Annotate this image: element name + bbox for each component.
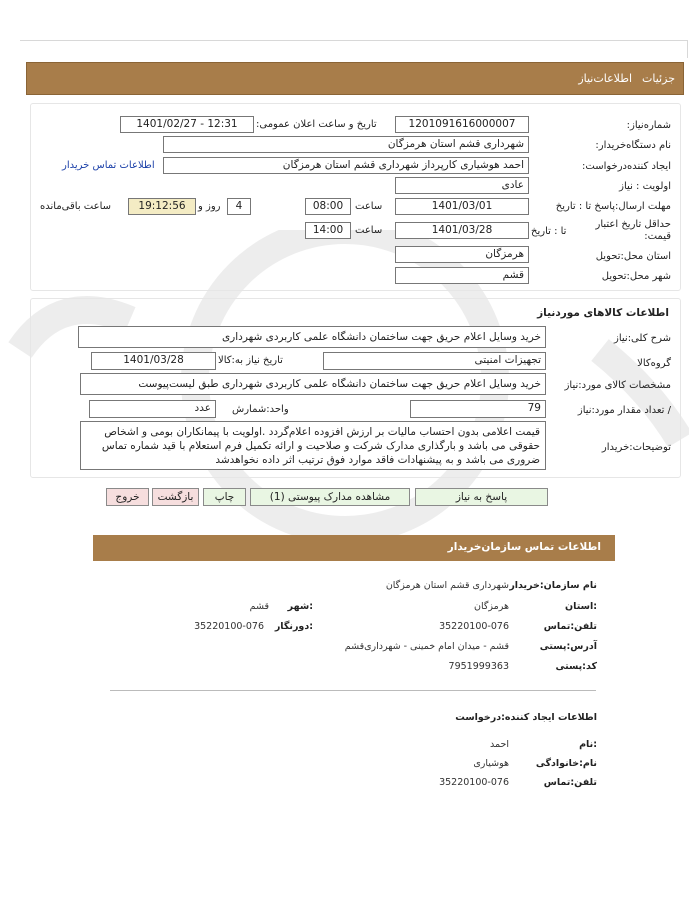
contact-province-value: هرمزگان [474,601,509,612]
group-field: تجهیزات امنیتی [323,352,546,370]
address-label: آدرس:پستی [539,641,597,652]
reply-button[interactable]: پاسخ به نیاز [415,488,548,506]
qty-label: / تعداد مقدار مورد:نیاز [577,405,671,416]
validity-time-field: 14:00 [305,222,351,239]
postal-label: کد:پستی [555,661,597,672]
attachments-button[interactable]: مشاهده مدارک پیوستی (1) [250,488,410,506]
province-field: هرمزگان [395,246,529,263]
address-value: قشم - میدان امام خمینی - شهرداری‌قشم [344,641,509,652]
top-divider-edge [687,40,688,58]
deadline-label: مهلت ارسال:پاسخ تا : تاریخ [555,201,671,212]
validity-to-label: تا : تاریخ [531,226,567,237]
header-title: جزئیات [642,72,675,85]
province-label: استان محل:تحویل [595,251,671,262]
notes-label: توضیحات:خریدار [601,442,671,453]
creator-phone-value: 35220100-076 [439,777,509,788]
contact-info-link[interactable]: اطلاعات تماس خریدار [62,160,155,171]
page-header [26,62,684,95]
days-field: 4 [227,198,251,215]
remaining-label: ساعت باقی‌مانده [40,201,112,212]
contact-city-label: :شهر [287,601,313,612]
notes-field: قیمت اعلامی بدون احتساب مالیات بر ارزش افزوده اعلام‌گردد .اولویت با پیمانکاران بومی و اشخاص حقوقی می باشد و بارگذاری مدارک شرکت و صلاحیت و ارائه تکمیل فرم استعلام با قید شماره تماس ضروری می باشد و به پیشنهادات فاقد موارد فوق ترتیب اثر داده نخواهدشد [80,421,546,470]
need-number-label: شماره‌نیاز: [626,120,671,131]
creator-label: ایجاد کننده‌درخواست: [582,161,671,172]
validity-time-label: ساعت [355,225,383,236]
unit-field: عدد [89,400,216,418]
fax-label: :دورنگار [274,621,313,632]
contact-province-label: :استان [565,601,597,612]
print-button[interactable]: چاپ [203,488,246,506]
top-divider [20,40,688,41]
goods-title: اطلاعات کالاهای موردنیاز [537,307,669,319]
desc-field: خرید وسایل اعلام حریق جهت ساختمان دانشگاه علمی کاربردی شهرداری [78,326,546,348]
exit-button[interactable]: خروج [106,488,149,506]
contact-city-value: قشم [249,601,269,612]
unit-label: واحد:شمارش [232,404,289,415]
creator-family-label: نام:خانوادگی [535,758,597,769]
contact-phone-label: تلفن:تماس [543,621,597,632]
need-date-label: تاریخ نیاز به:کالا [218,355,283,366]
desc-label: شرح کلی:نیاز [614,333,671,344]
creator-phone-label: تلفن:تماس [543,777,597,788]
group-label: گروه‌کالا [637,358,671,369]
spec-label: مشخصات کالای مورد:نیاز [564,380,671,391]
validity-label: حداقل تاریخ اعتبار قیمت: [595,219,671,242]
creator-name-value: احمد [490,739,509,750]
back-button[interactable]: بازگشت [152,488,199,506]
creator-family-value: هوشیاری [473,758,509,769]
org-label: نام سازمان:خریدار [509,580,597,591]
contact-header [93,535,615,561]
announce-label: تاریخ و ساعت اعلان عمومی: [256,119,377,130]
org-value: شهرداری قشم استان هرمزگان [385,580,509,591]
creator-section-title: اطلاعات ایجاد کننده:درخواست [455,712,597,723]
device-field: شهرداری قشم استان هرمزگان [163,136,529,153]
device-label: نام دستگاه‌خریدار: [595,140,671,151]
need-number-field: 1201091616000007 [395,116,529,133]
priority-label: اولویت : نیاز [619,181,671,192]
postal-value: 7951999363 [448,661,509,672]
priority-field: عادی [395,177,529,194]
contact-title: اطلاعات تماس سازمان‌خریدار [447,541,601,553]
fax-value: 35220100-076 [194,621,264,632]
city-field: قشم [395,267,529,284]
remaining-time-field: 19:12:56 [128,198,196,215]
days-label: روز و [198,201,221,212]
qty-field: 79 [410,400,546,418]
deadline-time-label: ساعت [355,201,383,212]
contact-separator [110,690,596,691]
need-date-field: 1401/03/28 [91,352,216,370]
creator-field: احمد هوشیاری کارپرداز شهرداری قشم استان هرمزگان [163,157,529,174]
city-label: شهر محل:تحویل [601,271,671,282]
validity-date-field: 1401/03/28 [395,222,529,239]
deadline-date-field: 1401/03/01 [395,198,529,215]
contact-phone-value: 35220100-076 [439,621,509,632]
announce-field: 1401/02/27 - 12:31 [120,116,254,133]
creator-name-label: :نام [579,739,597,750]
spec-field: خرید وسایل اعلام حریق جهت ساختمان دانشگاه علمی کاربردی شهرداری طبق لیست‌پیوست [80,373,546,395]
deadline-time-field: 08:00 [305,198,351,215]
header-subtitle: اطلاعات‌نیاز [578,72,633,85]
